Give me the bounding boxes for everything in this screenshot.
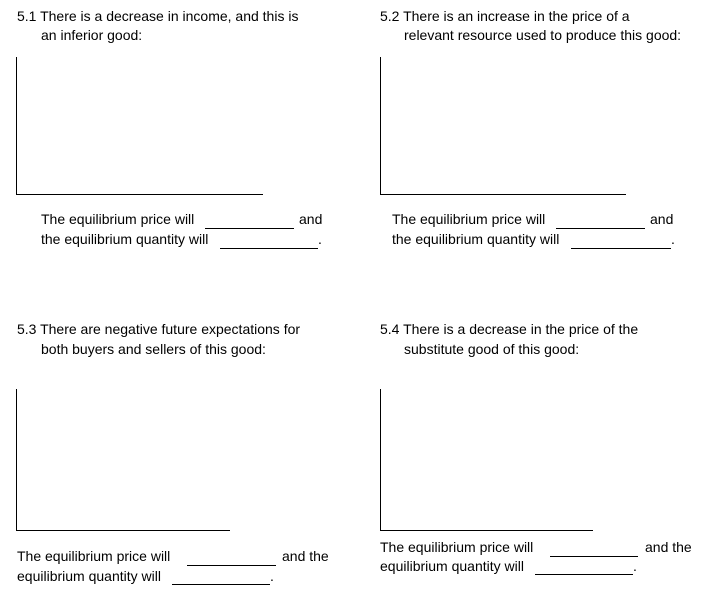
graph-5-4-y-axis bbox=[380, 389, 381, 531]
answer-5-4-period: . bbox=[633, 558, 637, 574]
graph-5-1-x-axis bbox=[16, 194, 263, 195]
graph-5-2-y-axis bbox=[380, 57, 381, 195]
answer-5-3-price-blank[interactable] bbox=[187, 565, 276, 566]
graph-5-1-y-axis bbox=[16, 57, 17, 195]
answer-5-3-period: . bbox=[270, 568, 274, 584]
question-5-2-text-line1: 5.2 There is an increase in the price of a bbox=[380, 8, 630, 24]
answer-5-1-period: . bbox=[318, 231, 322, 247]
answer-5-3-quantity-label: equilibrium quantity will bbox=[17, 568, 161, 584]
answer-5-4-and-label: and the bbox=[645, 539, 692, 555]
answer-5-1-and-label: and bbox=[299, 211, 323, 227]
question-5-4-text-line2: substitute good of this good: bbox=[404, 341, 580, 357]
answer-5-2-quantity-blank[interactable] bbox=[571, 248, 671, 249]
graph-5-3-y-axis bbox=[16, 389, 17, 531]
answer-5-1-quantity-label: the equilibrium quantity will bbox=[41, 231, 209, 247]
answer-5-3-and-label: and the bbox=[282, 548, 329, 564]
answer-5-2-price-label: The equilibrium price will bbox=[392, 211, 546, 227]
question-5-2-text-line2: relevant resource used to produce this good: bbox=[404, 27, 682, 43]
question-5-3-text-line2: both buyers and sellers of this good: bbox=[41, 341, 266, 357]
answer-5-4-price-label: The equilibrium price will bbox=[380, 539, 534, 555]
answer-5-4-quantity-blank[interactable] bbox=[535, 574, 633, 575]
answer-5-2-quantity-label: the equilibrium quantity will bbox=[392, 231, 560, 247]
question-5-3-text-line1: 5.3 There are negative future expectations for bbox=[17, 321, 301, 337]
answer-5-2-price-blank[interactable] bbox=[556, 228, 645, 229]
answer-5-1-price-label: The equilibrium price will bbox=[41, 211, 195, 227]
graph-5-4-x-axis bbox=[380, 530, 593, 531]
question-5-1-text-line2: an inferior good: bbox=[41, 27, 143, 43]
answer-5-4-quantity-label: equilibrium quantity will bbox=[380, 558, 524, 574]
graph-5-2-x-axis bbox=[380, 194, 626, 195]
answer-5-2-and-label: and bbox=[650, 211, 674, 227]
answer-5-1-quantity-blank[interactable] bbox=[220, 248, 318, 249]
answer-5-4-price-blank[interactable] bbox=[550, 556, 638, 557]
answer-5-3-quantity-blank[interactable] bbox=[172, 584, 270, 585]
answer-5-2-period: . bbox=[671, 231, 675, 247]
answer-5-3-price-label: The equilibrium price will bbox=[17, 548, 171, 564]
question-5-4-text-line1: 5.4 There is a decrease in the price of the bbox=[380, 321, 639, 337]
answer-5-1-price-blank[interactable] bbox=[205, 228, 294, 229]
question-5-1-text-line1: 5.1 There is a decrease in income, and this is bbox=[17, 8, 299, 24]
graph-5-3-x-axis bbox=[16, 530, 230, 531]
